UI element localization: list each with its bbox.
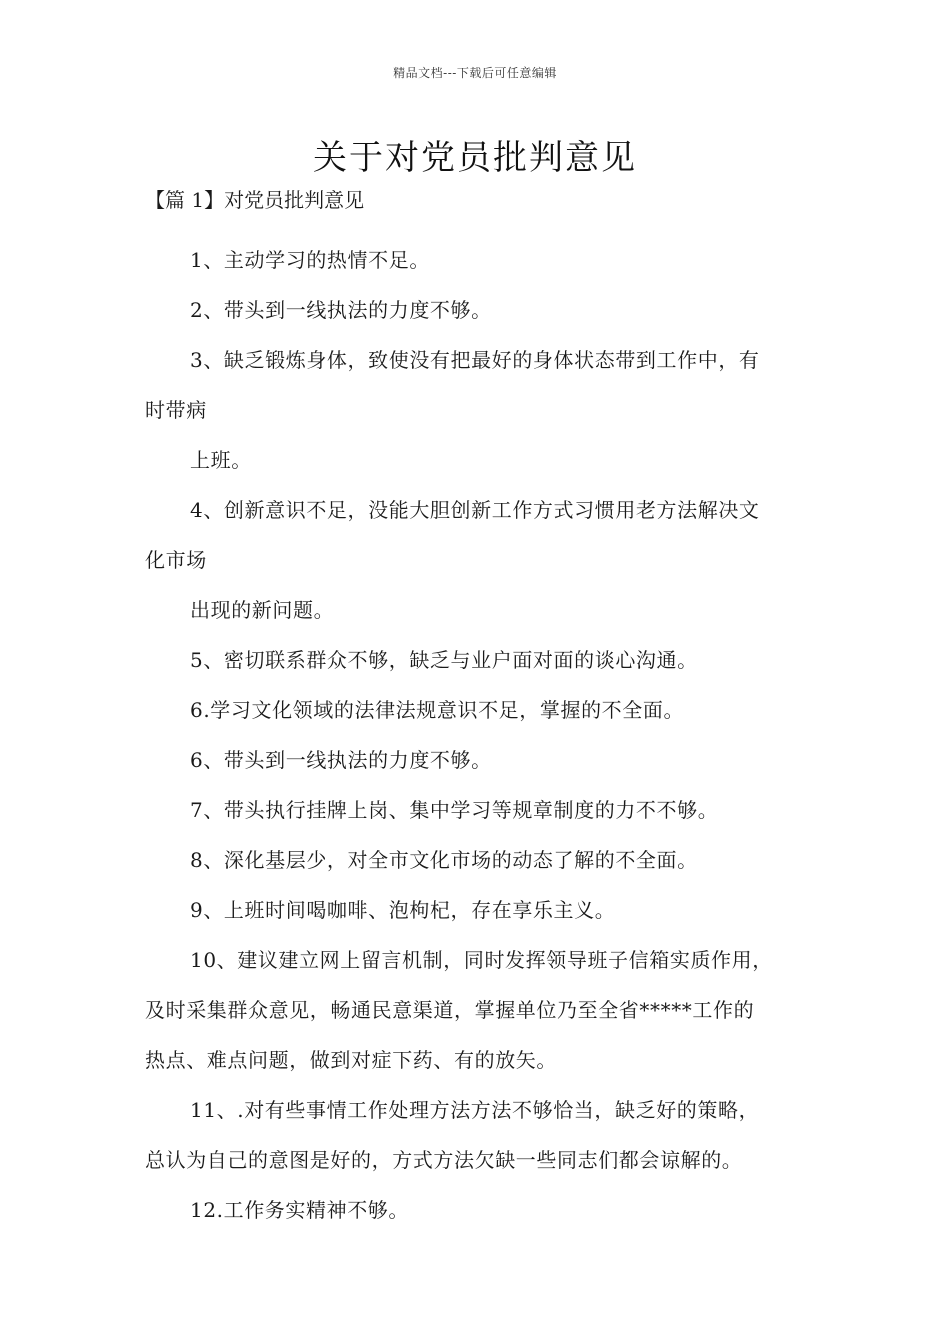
paragraph-item-11-line-1: 11、.对有些事情工作处理方法方法不够恰当，缺乏好的策略， [190, 1098, 760, 1122]
paragraph-item-4-line-1: 4、创新意识不足，没能大胆创新工作方式习惯用老方法解决文 [190, 498, 760, 522]
paragraph-item-3-line-1: 3、缺乏锻炼身体，致使没有把最好的身体状态带到工作中，有 [190, 348, 760, 372]
section-heading: 【篇 1】对党员批判意见 [145, 188, 365, 212]
paragraph-item-8: 8、深化基层少，对全市文化市场的动态了解的不全面。 [190, 848, 698, 872]
paragraph-item-5: 5、密切联系群众不够，缺乏与业户面对面的谈心沟通。 [190, 648, 698, 672]
paragraph-item-6b: 6、带头到一线执法的力度不够。 [190, 748, 492, 772]
paragraph-item-10-line-1: 10、建议建立网上留言机制，同时发挥领导班子信箱实质作用， [190, 948, 773, 972]
paragraph-item-4-line-2: 化市场 [145, 548, 207, 572]
paragraph-item-7: 7、带头执行挂牌上岗、集中学习等规章制度的力不不够。 [190, 798, 719, 822]
paragraph-item-10-line-2: 及时采集群众意见，畅通民意渠道，掌握单位乃至全省*****工作的 [145, 998, 755, 1022]
paragraph-item-1: 1、主动学习的热情不足。 [190, 248, 430, 272]
paragraph-item-9: 9、上班时间喝咖啡、泡枸杞，存在享乐主义。 [190, 898, 616, 922]
paragraph-item-3-line-2: 时带病 [145, 398, 207, 422]
header-note: 精品文档---下载后可任意编辑 [393, 66, 557, 80]
paragraph-item-3-line-3: 上班。 [190, 448, 252, 472]
paragraph-item-12: 12.工作务实精神不够。 [190, 1198, 410, 1222]
paragraph-item-10-line-3: 热点、难点问题，做到对症下药、有的放矢。 [145, 1048, 557, 1072]
paragraph-item-11-line-2: 总认为自己的意图是好的，方式方法欠缺一些同志们都会谅解的。 [145, 1148, 743, 1172]
document-title: 关于对党员批判意见 [313, 138, 637, 178]
document-body [145, 235, 820, 1235]
paragraph-item-6a: 6.学习文化领域的法律法规意识不足，掌握的不全面。 [190, 698, 685, 722]
paragraph-item-2: 2、带头到一线执法的力度不够。 [190, 298, 492, 322]
paragraph-item-4-line-3: 出现的新问题。 [190, 598, 335, 622]
